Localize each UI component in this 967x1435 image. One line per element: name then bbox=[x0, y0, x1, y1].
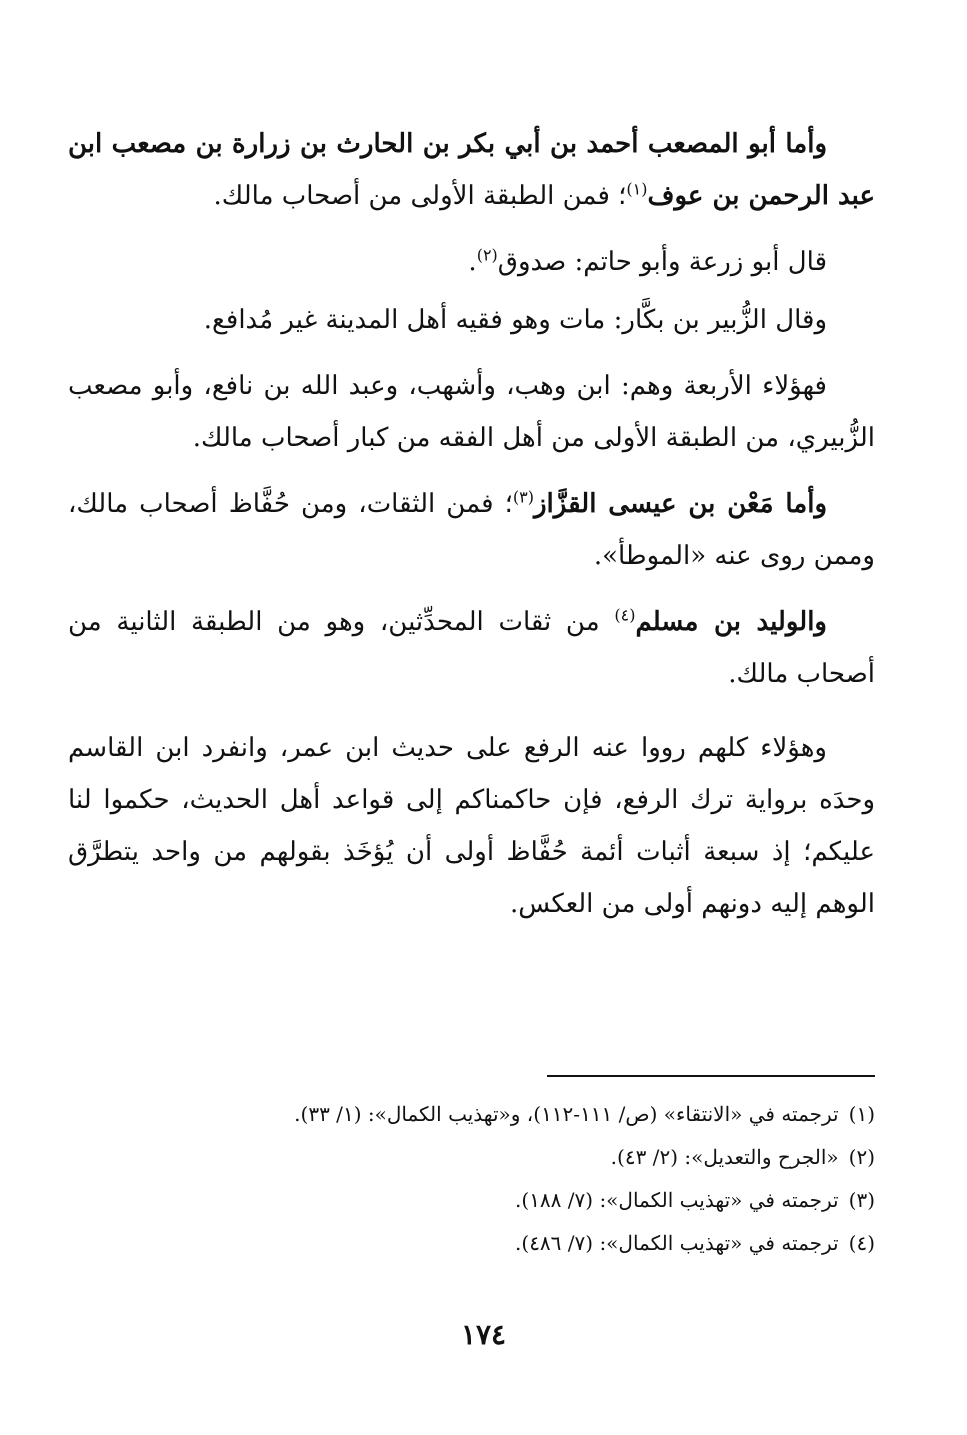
paragraph-bold-text: وأما مَعْن بن عيسى القزَّاز bbox=[534, 489, 827, 519]
footnote-number: (٣) bbox=[848, 1188, 875, 1212]
footnote-number: (٤) bbox=[848, 1231, 875, 1255]
paragraph-text: وقال الزُّبير بن بكَّار: مات وهو فقيه أهل المدينة غير مُدافع. bbox=[203, 305, 827, 335]
paragraph-conclusion bbox=[68, 722, 875, 930]
footnote-ref-3: (٣) bbox=[512, 487, 534, 507]
paragraph-text: من ثقات المحدِّثين، وهو من الطبقة الثانية من أصحاب مالك. bbox=[68, 607, 875, 689]
paragraph-bold-text: وأما أبو المصعب أحمد بن أبي بكر بن الحارث بن زرارة بن مصعب ابن عبد الرحمن بن عوف bbox=[68, 129, 875, 211]
footnote-2 bbox=[68, 1136, 875, 1179]
paragraph-abu-musab bbox=[68, 118, 875, 222]
paragraph-bold-text: والوليد بن مسلم bbox=[635, 607, 827, 637]
paragraph-four-narrators bbox=[68, 360, 875, 464]
footnote-ref-4: (٤) bbox=[614, 605, 636, 625]
footnote-text: ترجمته في «تهذيب الكمال»: (٧/ ٤٨٦). bbox=[515, 1231, 839, 1255]
footnote-number: (٢) bbox=[848, 1145, 875, 1169]
page-body bbox=[68, 118, 875, 944]
footnote-1 bbox=[68, 1093, 875, 1136]
paragraph-zubair bbox=[68, 294, 875, 346]
footnote-divider bbox=[547, 1075, 875, 1077]
paragraph-walid-ibn-muslim bbox=[68, 596, 875, 700]
paragraph-text: . bbox=[468, 247, 477, 277]
footnote-ref-2: (٢) bbox=[476, 245, 498, 265]
footnotes bbox=[68, 1093, 875, 1265]
footnote-ref-1: (١) bbox=[626, 179, 648, 199]
paragraph-text: ؛ فمن الثقات، ومن حُفَّاظ أصحاب مالك، وممن روى عنه «الموطأ». bbox=[68, 489, 875, 571]
footnote-text: ترجمته في «تهذيب الكمال»: (٧/ ١٨٨). bbox=[515, 1188, 839, 1212]
footnote-text: ترجمته في «الانتقاء» (ص/ ١١١-١١٢)، و«تهذيب الكمال»: (١/ ٣٣). bbox=[294, 1102, 839, 1126]
paragraph-text: ؛ فمن الطبقة الأولى من أصحاب مالك. bbox=[213, 181, 627, 211]
paragraph-man-ibn-isa bbox=[68, 478, 875, 582]
paragraph-text: فهؤلاء الأربعة وهم: ابن وهب، وأشهب، وعبد الله بن نافع، وأبو مصعب الزُّبيري، من الطبقة الأولى من أهل الفقه من كبار أصحاب مالك. bbox=[68, 371, 875, 453]
paragraph-text: قال أبو زرعة وأبو حاتم: صدوق bbox=[497, 247, 827, 277]
footnote-4 bbox=[68, 1222, 875, 1265]
page-number: ١٧٤ bbox=[460, 1318, 507, 1351]
footnote-number: (١) bbox=[848, 1102, 875, 1126]
footnote-text: «الجرح والتعديل»: (٢/ ٤٣). bbox=[610, 1145, 839, 1169]
paragraph-text: وهؤلاء كلهم رووا عنه الرفع على حديث ابن عمر، وانفرد ابن القاسم وحدَه برواية ترك الرفع، فإن حاكمناكم إلى قواعد أهل الحديث، حكموا لنا عليكم؛ إذ سبعة أثبات أئمة حُفَّاظ أولى أن يُؤخَذ بقولهم من واحد يتطرَّق الوهم إليه دونهم أولى من العكس. bbox=[68, 733, 875, 919]
footnote-3 bbox=[68, 1179, 875, 1222]
paragraph-abu-zura bbox=[68, 236, 875, 288]
